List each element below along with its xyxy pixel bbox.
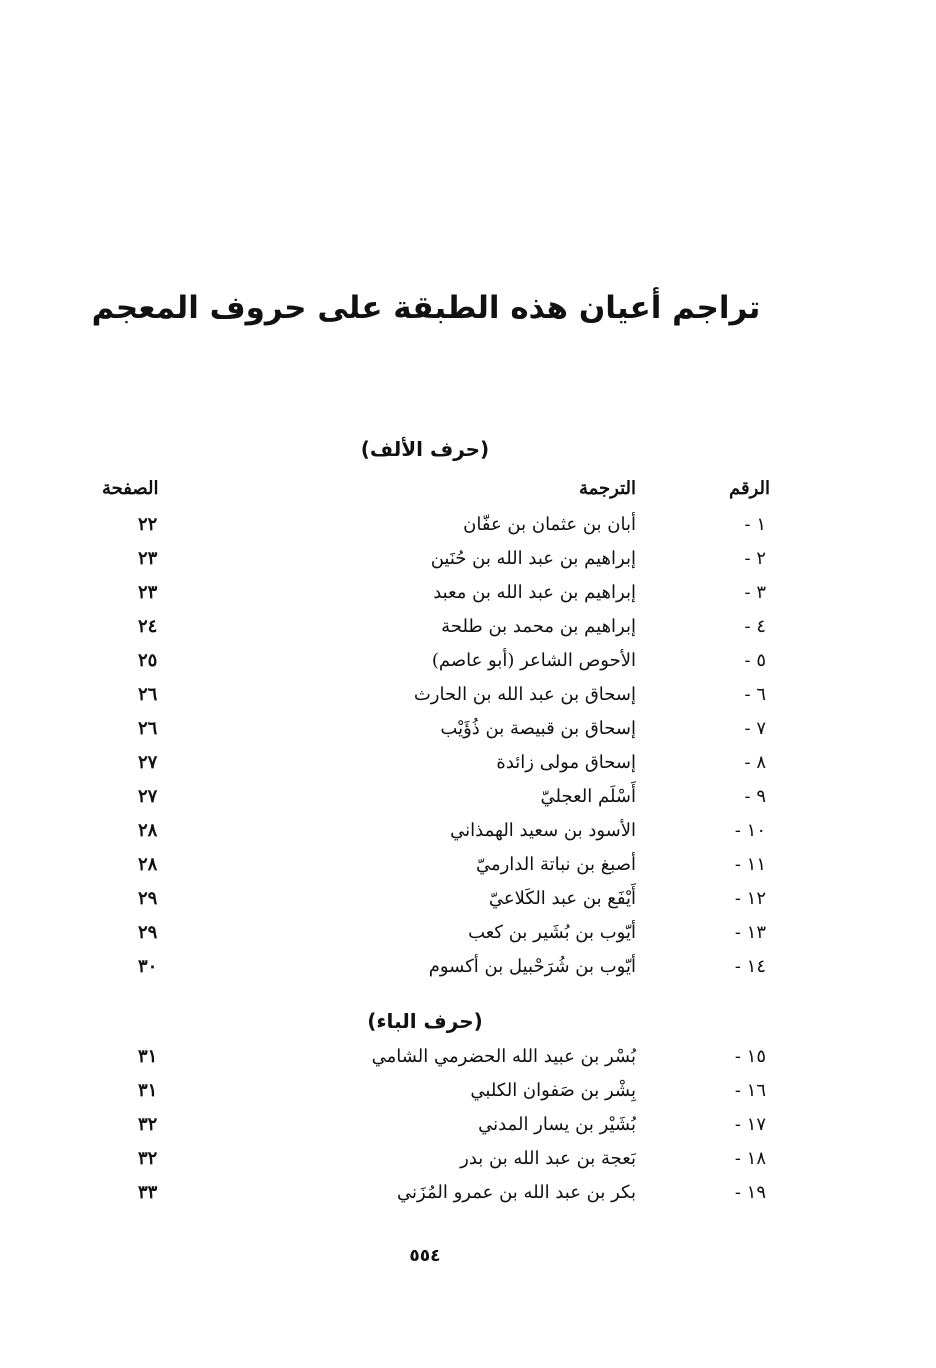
- entry-page: ٢٨: [138, 854, 158, 875]
- table-row: [0, 650, 936, 682]
- entry-number: ٦ -: [744, 684, 766, 705]
- entry-page: ٢٩: [138, 922, 158, 943]
- entry-number: ١ -: [744, 514, 766, 535]
- entry-name: بكر بن عبد الله بن عمرو المُزَني: [397, 1182, 636, 1203]
- entry-page: ٢٧: [138, 752, 158, 773]
- entry-page: ٢٢: [138, 514, 158, 535]
- entry-name: بِشْر بن صَفوان الكلبي: [470, 1080, 636, 1101]
- page-number: ٥٥٤: [409, 1246, 441, 1266]
- column-header-name: الترجمة: [578, 478, 636, 499]
- entry-page: ٣٠: [138, 956, 158, 977]
- entry-number: ١٣ -: [734, 922, 766, 943]
- entry-number: ١٠ -: [734, 820, 766, 841]
- column-headers: [0, 478, 936, 508]
- table-row: [0, 718, 936, 750]
- entry-page: ٣١: [138, 1046, 158, 1067]
- entry-name: إبراهيم بن عبد الله بن معبد: [433, 582, 636, 603]
- entry-name: إبراهيم بن عبد الله بن حُنَين: [430, 548, 636, 569]
- page-title: تراجم أعيان هذه الطبقة على حروف المعجم: [91, 290, 761, 326]
- table-row: [0, 786, 936, 818]
- entry-name: أَسْلَم العجليّ: [540, 786, 636, 807]
- entry-name: أبان بن عثمان بن عفّان: [463, 514, 636, 535]
- entry-name: أَيْفَع بن عبد الكَلاعيّ: [488, 888, 636, 909]
- entry-page: ٣٢: [138, 1114, 158, 1135]
- table-row: [0, 1182, 936, 1214]
- table-row: [0, 922, 936, 954]
- entry-number: ١٨ -: [734, 1148, 766, 1169]
- entry-name: الأحوص الشاعر (أبو عاصم): [431, 650, 636, 671]
- entry-page: ٣٢: [138, 1148, 158, 1169]
- entry-number: ٩ -: [744, 786, 766, 807]
- entry-name: بَعجة بن عبد الله بن بدر: [460, 1148, 636, 1169]
- table-row: [0, 548, 936, 580]
- table-row: [0, 514, 936, 546]
- table-row: [0, 1046, 936, 1078]
- entry-number: ٣ -: [744, 582, 766, 603]
- entry-number: ٧ -: [744, 718, 766, 739]
- entry-number: ١٥ -: [734, 1046, 766, 1067]
- entry-name: الأسود بن سعيد الهمذاني: [450, 820, 636, 841]
- entry-page: ٢٦: [138, 718, 158, 739]
- entry-page: ٢٣: [138, 582, 158, 603]
- section-heading-alif: (حرف الألف): [360, 437, 490, 461]
- entry-page: ٣٣: [138, 1182, 158, 1203]
- entry-page: ٢٩: [138, 888, 158, 909]
- section-heading-ba: (حرف الباء): [367, 1009, 483, 1033]
- table-row: [0, 582, 936, 614]
- table-row: [0, 752, 936, 784]
- entry-name: إسحاق بن عبد الله بن الحارث: [413, 684, 636, 705]
- table-row: [0, 1080, 936, 1112]
- entry-name: إسحاق بن قبيصة بن ذُؤَيْب: [440, 718, 636, 739]
- table-row: [0, 1148, 936, 1180]
- column-header-number: الرقم: [728, 478, 770, 499]
- entry-number: ١٩ -: [734, 1182, 766, 1203]
- table-row: [0, 888, 936, 920]
- entry-name: أصبغ بن نباتة الدارميّ: [475, 854, 636, 875]
- entry-page: ٢٤: [138, 616, 158, 637]
- entry-page: ٢٦: [138, 684, 158, 705]
- entry-name: أيّوب بن بُشَير بن كعب: [468, 922, 636, 943]
- table-row: [0, 956, 936, 988]
- entry-page: ٣١: [138, 1080, 158, 1101]
- entry-number: ٢ -: [744, 548, 766, 569]
- table-row: [0, 1114, 936, 1146]
- entry-name: بُشَيْر بن يسار المدني: [478, 1114, 636, 1135]
- entry-page: ٢٨: [138, 820, 158, 841]
- entry-number: ١٢ -: [734, 888, 766, 909]
- entry-number: ١١ -: [734, 854, 766, 875]
- entry-number: ١٤ -: [734, 956, 766, 977]
- entry-number: ١٧ -: [734, 1114, 766, 1135]
- entry-name: إسحاق مولى زائدة: [496, 752, 636, 773]
- entry-page: ٢٥: [138, 650, 158, 671]
- entry-number: ١٦ -: [734, 1080, 766, 1101]
- entry-name: إبراهيم بن محمد بن طلحة: [441, 616, 636, 637]
- entry-number: ٤ -: [744, 616, 766, 637]
- entry-page: ٢٧: [138, 786, 158, 807]
- entry-number: ٥ -: [744, 650, 766, 671]
- entry-page: ٢٣: [138, 548, 158, 569]
- column-header-page: الصفحة: [102, 478, 159, 499]
- table-row: [0, 854, 936, 886]
- entry-name: أيّوب بن شُرَحْبيل بن أكسوم: [428, 956, 636, 977]
- entry-number: ٨ -: [744, 752, 766, 773]
- table-row: [0, 616, 936, 648]
- table-row: [0, 820, 936, 852]
- table-row: [0, 684, 936, 716]
- entry-name: بُسْر بن عبيد الله الحضرمي الشامي: [371, 1046, 636, 1067]
